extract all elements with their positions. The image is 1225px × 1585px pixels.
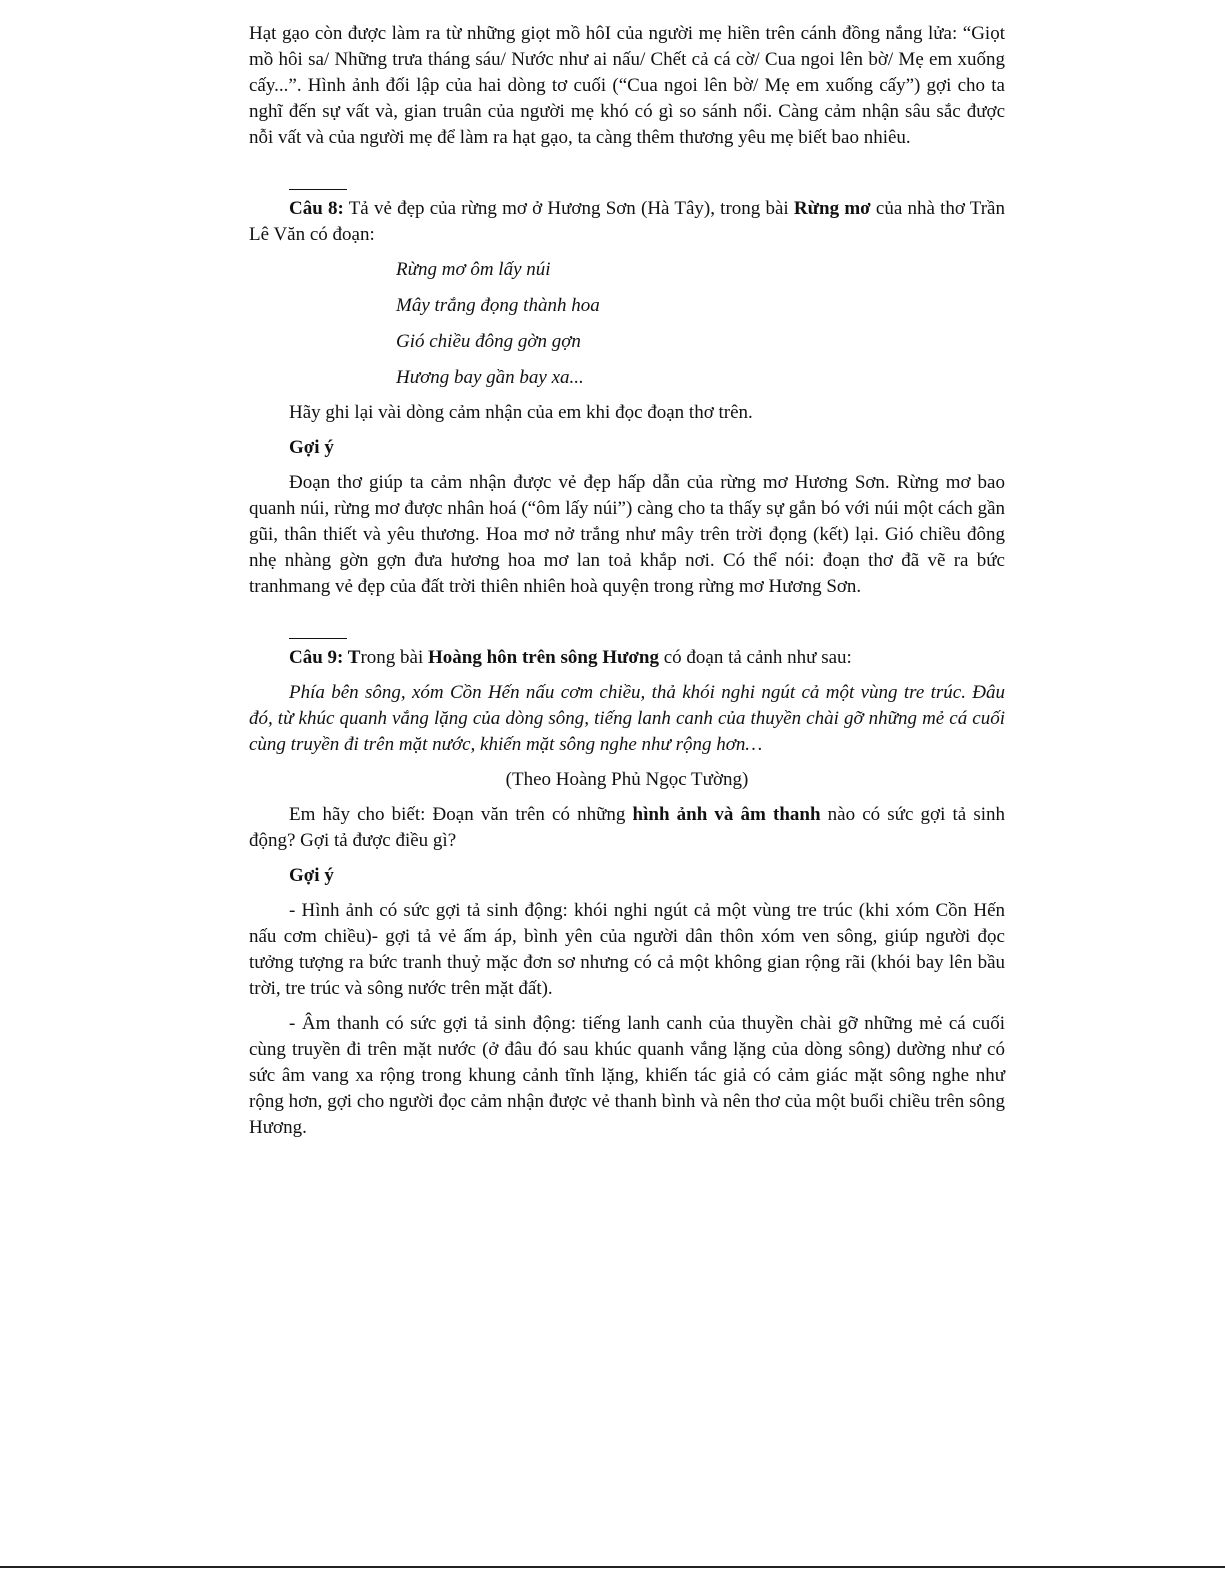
question-9-source: (Theo Hoàng Phủ Ngọc Tường) (505, 769, 749, 790)
question-8-task: Hãy ghi lại vài dòng cảm nhận của em khi đọc đoạn thơ trên. (289, 402, 753, 423)
question-9-answer-1: - Hình ảnh có sức gợi tả sinh động: khói nghi ngút cả một vùng tre trúc (khi xóm Cồn Hến nấu cơm chiều)- gợi tả vẻ ấm áp, bình yên của người dân thôn xóm ven sông, giúp người đọc tưởng tượng ra bức tranh thuỷ mặc đơn sơ nhưng có cả một không gian rộng rãi (khói bay lên bầu trời, tre trúc và sông nước trên mặt đất). (249, 900, 1005, 999)
poem-line: Hương bay gần bay xa... (396, 367, 584, 388)
intro-paragraph: Hạt gạo còn được làm ra từ những giọt mồ hôI của người mẹ hiền trên cánh đồng nắng lửa: “Giọt mồ hôi sa/ Những trưa tháng sáu/ Nước như ai nấu/ Chết cả cá cờ/ Cua ngoi lên bờ/ Mẹ em xuống cấy...”. Hình ảnh đối lập của hai dòng tơ cuối (“Cua ngoi lên bờ/ Mẹ em xuống cấy”) gợi cho ta nghĩ đến sự vất và, gian truân của người mẹ khó có gì so sánh nổi. Càng cảm nhận sâu sắc được nỗi vất và của người mẹ để làm ra hạt gạo, ta càng thêm thương yêu mẹ biết bao nhiêu. (249, 23, 1005, 148)
question-9-label: Câu 9: T (289, 647, 361, 668)
question-8-text-a: Tả vẻ đẹp của rừng mơ ở Hương Sơn (Hà Tây), trong bài (343, 198, 794, 219)
page-bottom-border (0, 1566, 1225, 1568)
question-9-answer-2: - Âm thanh có sức gợi tả sinh động: tiếng lanh canh của thuyền chài gỡ những mẻ cá cuối cùng truyền đi trên mặt nước (ở đâu đó sau khúc quanh vắng lặng của dòng sông) dường như có sức âm vang xa rộng trong khung cảnh tĩnh lặng, khiến tác giả có cảm giác mặt sông nghe như rộng hơn, gợi cho người đọc cảm nhận được vẻ thanh bình và nên thơ của một buổi chiều trên sông Hương. (249, 1013, 1005, 1138)
question-9-text-a: rong bài (360, 647, 428, 668)
question-9-text-b: có đoạn tả cảnh như sau: (658, 647, 852, 668)
question-8-label: Câu 8: (289, 198, 344, 219)
document-page (249, 0, 1005, 1141)
question-9-passage: Phía bên sông, xóm Cồn Hến nấu cơm chiều, thả khói nghi ngút cả một vùng tre trúc. Đâu đó, từ khúc quanh vắng lặng của dòng sông, tiếng lanh canh của thuyền chài gỡ những mẻ cá cuối cùng truyền đi trên mặt nước, khiến mặt sông nghe như rộng hơn… (249, 682, 1005, 755)
question-9 (249, 645, 1005, 671)
question-9-hint-label: Gợi ý (289, 865, 334, 886)
question-8-title: Rừng mơ (793, 198, 871, 219)
question-8-hint-label: Gợi ý (289, 437, 334, 458)
poem-line: Rừng mơ ôm lấy núi (396, 259, 551, 280)
poem-line: Mây trắng đọng thành hoa (396, 295, 600, 316)
poem (396, 257, 1005, 391)
section-divider (289, 189, 347, 190)
question-8-answer: Đoạn thơ giúp ta cảm nhận được vẻ đẹp hấp dẫn của rừng mơ Hương Sơn. Rừng mơ bao quanh núi, rừng mơ được nhân hoá (“ôm lấy núi”) càng cho ta thấy sự gắn bó với núi một cách gần gũi, thân thiết và yêu thương. Hoa mơ nở trắng như mây trên trời đọng (kết) lại. Gió chiều đông nhẹ nhàng gờn gợn đưa hương hoa mơ lan toả khắp nơi. Có thể nói: đoạn thơ đã vẽ ra bức tranhmang vẻ đẹp của đất trời thiên nhiên hoà quyện trong rừng mơ Hương Sơn. (249, 472, 1005, 597)
poem-line: Gió chiều đông gờn gợn (396, 331, 581, 352)
question-8 (249, 196, 1005, 248)
question-9-task (249, 802, 1005, 854)
question-9-task-bold: hình ảnh và âm thanh (632, 804, 821, 825)
question-9-task-a: Em hãy cho biết: Đoạn văn trên có những (289, 804, 633, 825)
question-9-title: Hoàng hôn trên sông Hương (428, 647, 659, 668)
question-9-task-b: nào có sức gợi tả sinh động? Gợi tả được điều gì? (249, 804, 1006, 851)
section-divider (289, 638, 347, 639)
question-8-text-b: của nhà thơ Trần Lê Văn có đoạn: (249, 198, 1005, 245)
